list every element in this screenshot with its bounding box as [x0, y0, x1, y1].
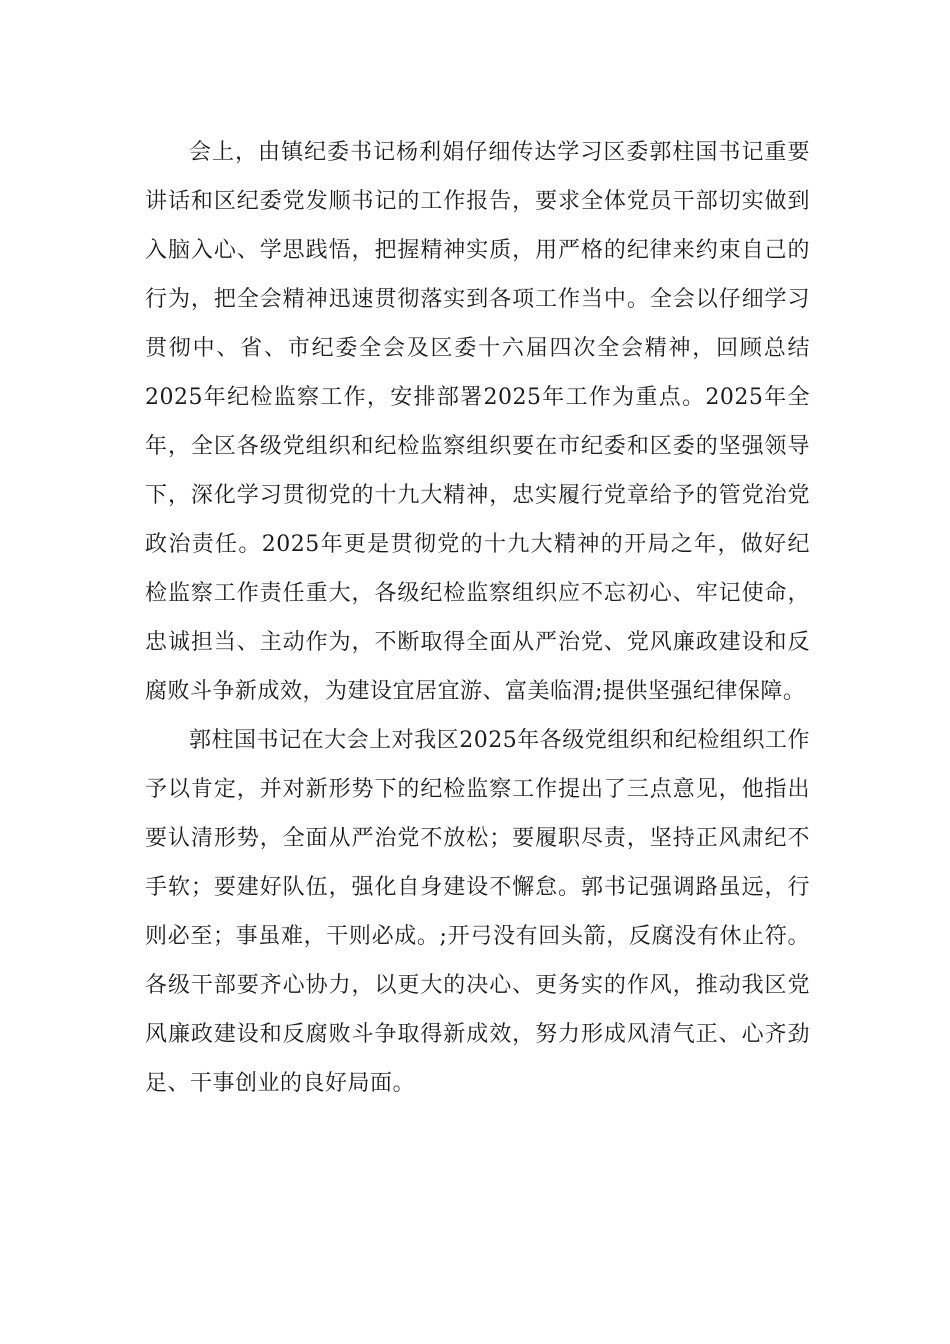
paragraph-1: 会上，由镇纪委书记杨利娟仔细传达学习区委郭柱国书记重要讲话和区纪委党发顺书记的工作报告，要求全体党员干部切实做到入脑入心、学思践悟，把握精神实质，用严格的纪律来约束自己的行为，把全会精神迅速贯彻落实到各项工作当中。全会以仔细学习贯彻中、省、市纪委全会及区委十六届四次全会精神，回顾总结2025年纪检监察工作，安排部署2025年工作为重点。2025年全年，全区各级党组织和纪检监察组织要在市纪委和区委的坚强领导下，深化学习贯彻党的十九大精神，忠实履行党章给予的管党治党政治责任。2025年更是贯彻党的十九大精神的开局之年，做好纪检监察工作责任重大，各级纪检监察组织应不忘初心、牢记使命，忠诚担当、主动作为，不断取得全面从严治党、党风廉政建设和反腐败斗争新成效，为建设宜居宜游、富美临渭;提供坚强纪律保障。 [145, 140, 810, 704]
document-body [145, 128, 810, 1108]
paragraph-2: 郭柱国书记在大会上对我区2025年各级党组织和纪检组织工作予以肯定，并对新形势下的纪检监察工作提出了三点意见，他指出要认清形势，全面从严治党不放松；要履职尽责，坚持正风肃纪不手软；要建好队伍，强化自身建设不懈怠。郭书记强调路虽远，行则必至；事虽难，干则必成。;开弓没有回头箭，反腐没有休止符。各级干部要齐心协力，以更大的决心、更务实的作风，推动我区党风廉政建设和反腐败斗争取得新成效，努力形成风清气正、心齐劲足、干事创业的良好局面。 [145, 728, 810, 1096]
